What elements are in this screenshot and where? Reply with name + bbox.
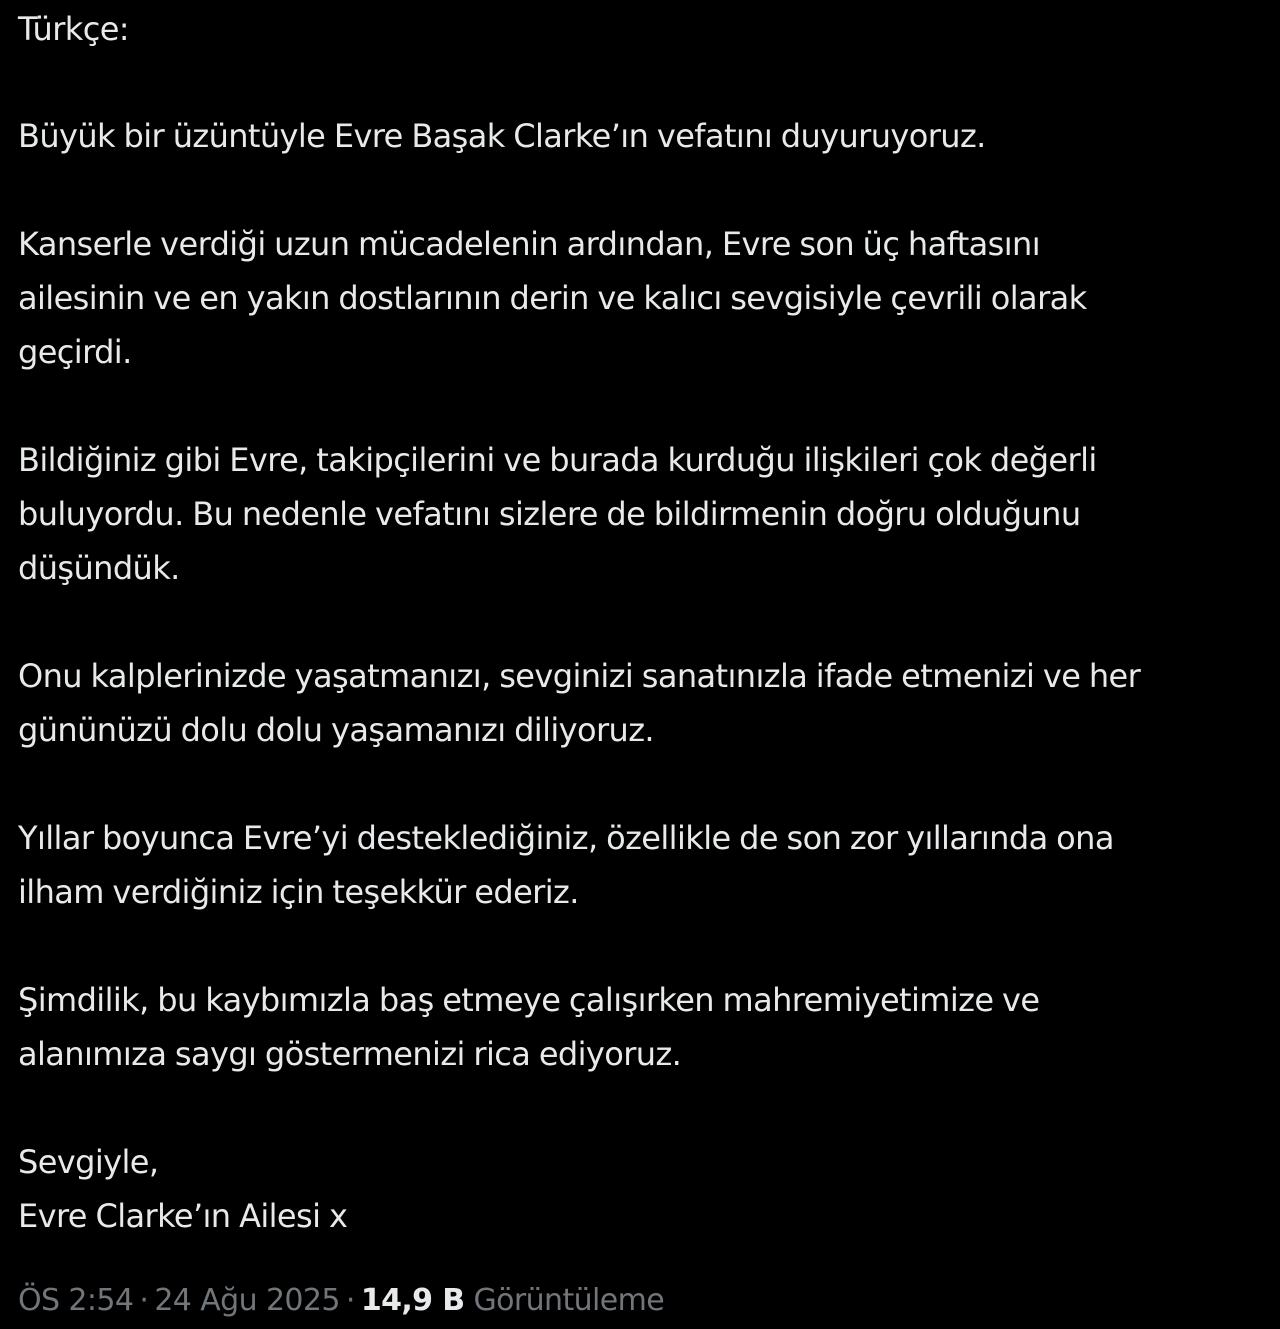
post-line: ailesinin ve en yakın dostlarının derin ve kalıcı sevgisiyle çevrili olarak bbox=[18, 279, 1087, 317]
post-line-signoff: Sevgiyle, bbox=[18, 1143, 159, 1181]
post-date[interactable]: 24 Ağu 2025 bbox=[154, 1283, 340, 1318]
post-line: buluyordu. Bu nedenle vefatını sizlere de bildirmenin doğru olduğunu bbox=[18, 495, 1081, 533]
post-line: alanımıza saygı göstermenizi rica ediyoruz. bbox=[18, 1035, 682, 1073]
post-metadata bbox=[18, 1276, 664, 1326]
post-line: düşündük. bbox=[18, 549, 180, 587]
post-line: Bildiğiniz gibi Evre, takipçilerini ve burada kurduğu ilişkileri çok değerli bbox=[18, 441, 1097, 479]
post-line: Büyük bir üzüntüyle Evre Başak Clarke’ın vefatını duyuruyoruz. bbox=[18, 117, 986, 155]
post-line: Yıllar boyunca Evre’yi desteklediğiniz, özellikle de son zor yıllarında ona bbox=[18, 819, 1114, 857]
post-line: ilham verdiğiniz için teşekkür ederiz. bbox=[18, 873, 579, 911]
meta-separator: · bbox=[139, 1283, 149, 1318]
views-count[interactable]: 14,9 B bbox=[360, 1283, 465, 1318]
post-line-language: Türkçe: bbox=[18, 10, 129, 48]
post-line: Kanserle verdiği uzun mücadelenin ardından, Evre son üç haftasını bbox=[18, 225, 1040, 263]
post-line: geçirdi. bbox=[18, 333, 132, 371]
post-line: Şimdilik, bu kaybımızla baş etmeye çalışırken mahremiyetimize ve bbox=[18, 981, 1040, 1019]
post-time[interactable]: ÖS 2:54 bbox=[18, 1283, 134, 1318]
post-line-signature: Evre Clarke’ın Ailesi x bbox=[18, 1197, 348, 1235]
post-line: gününüzü dolu dolu yaşamanızı diliyoruz. bbox=[18, 711, 654, 749]
post-line: Onu kalplerinizde yaşatmanızı, sevginizi sanatınızla ifade etmenizi ve her bbox=[18, 657, 1141, 695]
meta-separator: · bbox=[345, 1283, 355, 1318]
views-label[interactable]: Görüntüleme bbox=[473, 1283, 665, 1318]
